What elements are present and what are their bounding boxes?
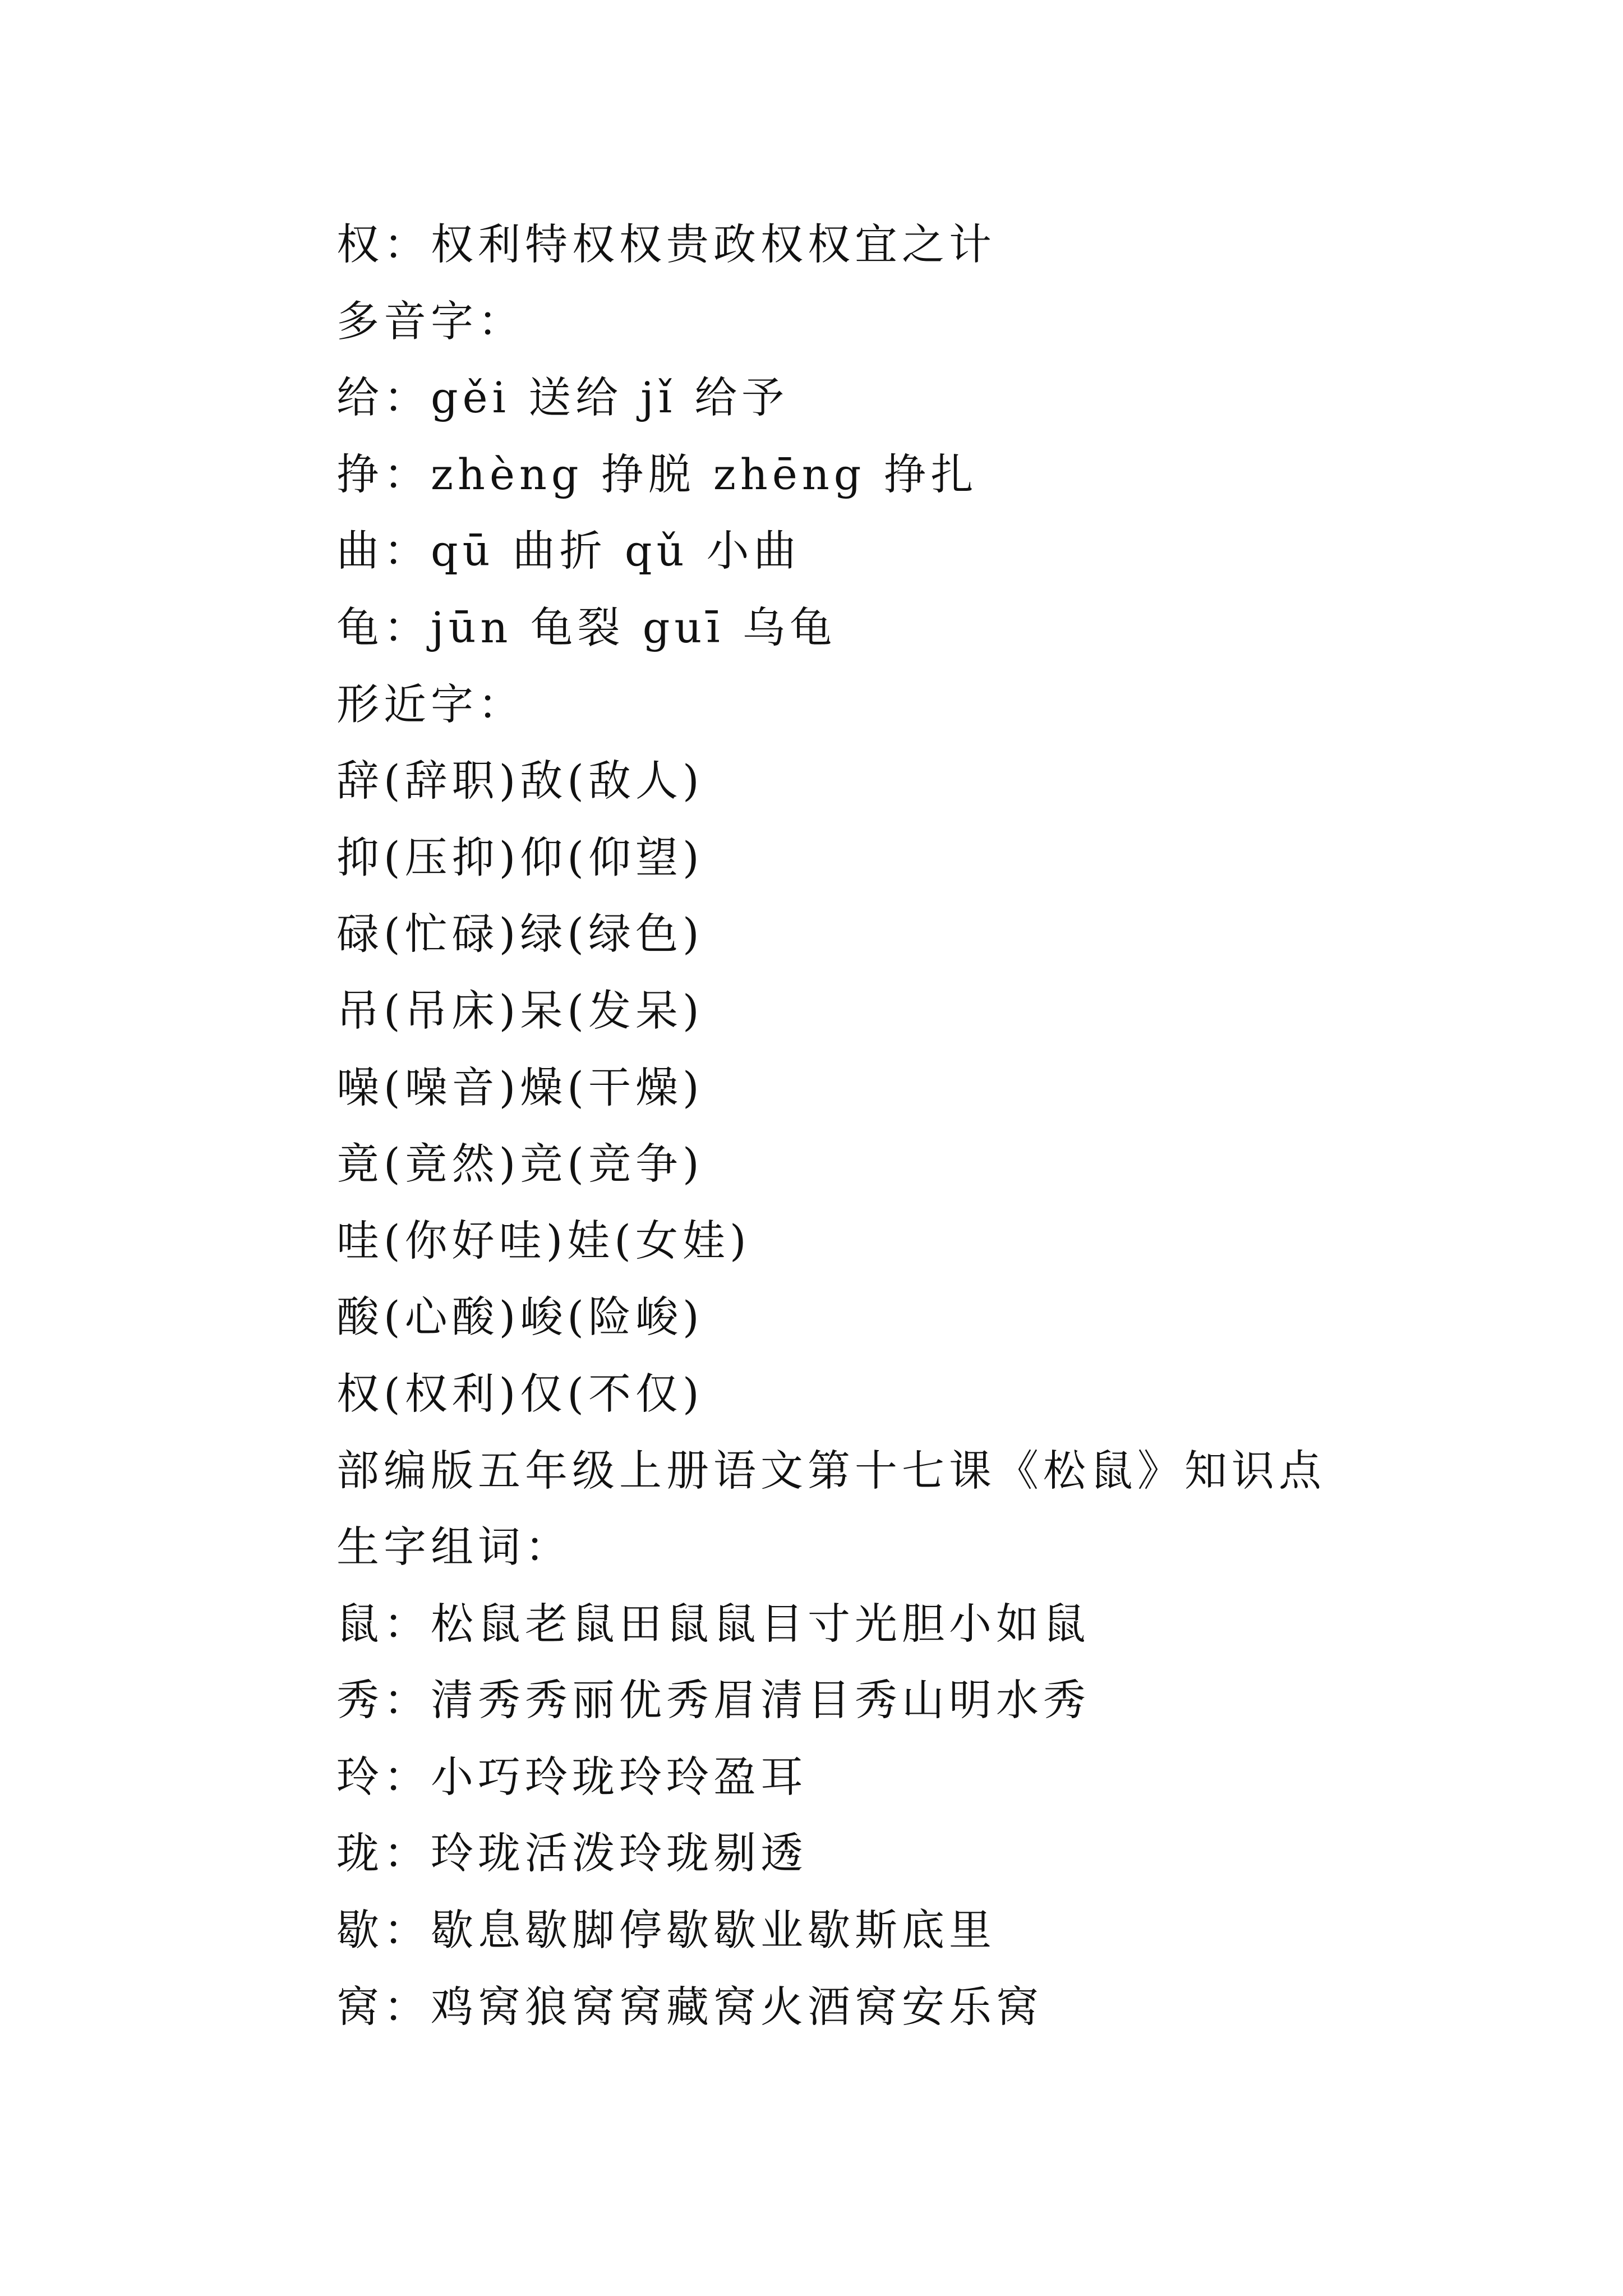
text-line: 碌(忙碌)绿(绿色)	[336, 909, 704, 959]
text-line: 酸(心酸)峻(险峻)	[336, 1292, 704, 1342]
text-line: 鼠：松鼠老鼠田鼠鼠目寸光胆小如鼠	[336, 1598, 1090, 1649]
text-line: 窝：鸡窝狼窝窝藏窝火酒窝安乐窝	[336, 1981, 1043, 2032]
text-line: 挣：zhèng 挣脱 zhēng 挣扎	[336, 449, 978, 499]
text-line: 玲：小巧玲珑玲玲盈耳	[336, 1751, 808, 1802]
document-body	[336, 206, 1514, 2045]
text-line: 秀：清秀秀丽优秀眉清目秀山明水秀	[336, 1675, 1090, 1726]
section-heading-words: 生字组词：	[336, 1522, 572, 1572]
text-line: 龟：jūn 龟裂 guī 乌龟	[336, 602, 837, 652]
section-heading-polyphonic: 多音字：	[336, 296, 525, 346]
text-line: 辞(辞职)敌(敌人)	[336, 756, 704, 806]
section-heading-similar-chars: 形近字：	[336, 679, 525, 729]
text-line: 吊(吊床)呆(发呆)	[336, 985, 704, 1036]
text-line: 哇(你好哇)娃(女娃)	[336, 1215, 751, 1266]
text-line: 抑(压抑)仰(仰望)	[336, 832, 704, 882]
text-line: 曲：qū 曲折 qǔ 小曲	[336, 526, 801, 576]
text-line: 权：权利特权权贵政权权宜之计	[336, 219, 996, 269]
text-line: 给：gěi 送给 jǐ 给予	[336, 372, 789, 423]
text-line: 噪(噪音)燥(干燥)	[336, 1062, 704, 1112]
lesson-title: 部编版五年级上册语文第十七课《松鼠》知识点	[336, 1445, 1326, 1496]
text-line: 竟(竟然)竞(竞争)	[336, 1139, 704, 1189]
text-line: 歇：歇息歇脚停歇歇业歇斯底里	[336, 1905, 996, 1955]
text-line: 珑：玲珑活泼玲珑剔透	[336, 1828, 808, 1879]
text-line: 权(权利)仅(不仅)	[336, 1368, 704, 1419]
